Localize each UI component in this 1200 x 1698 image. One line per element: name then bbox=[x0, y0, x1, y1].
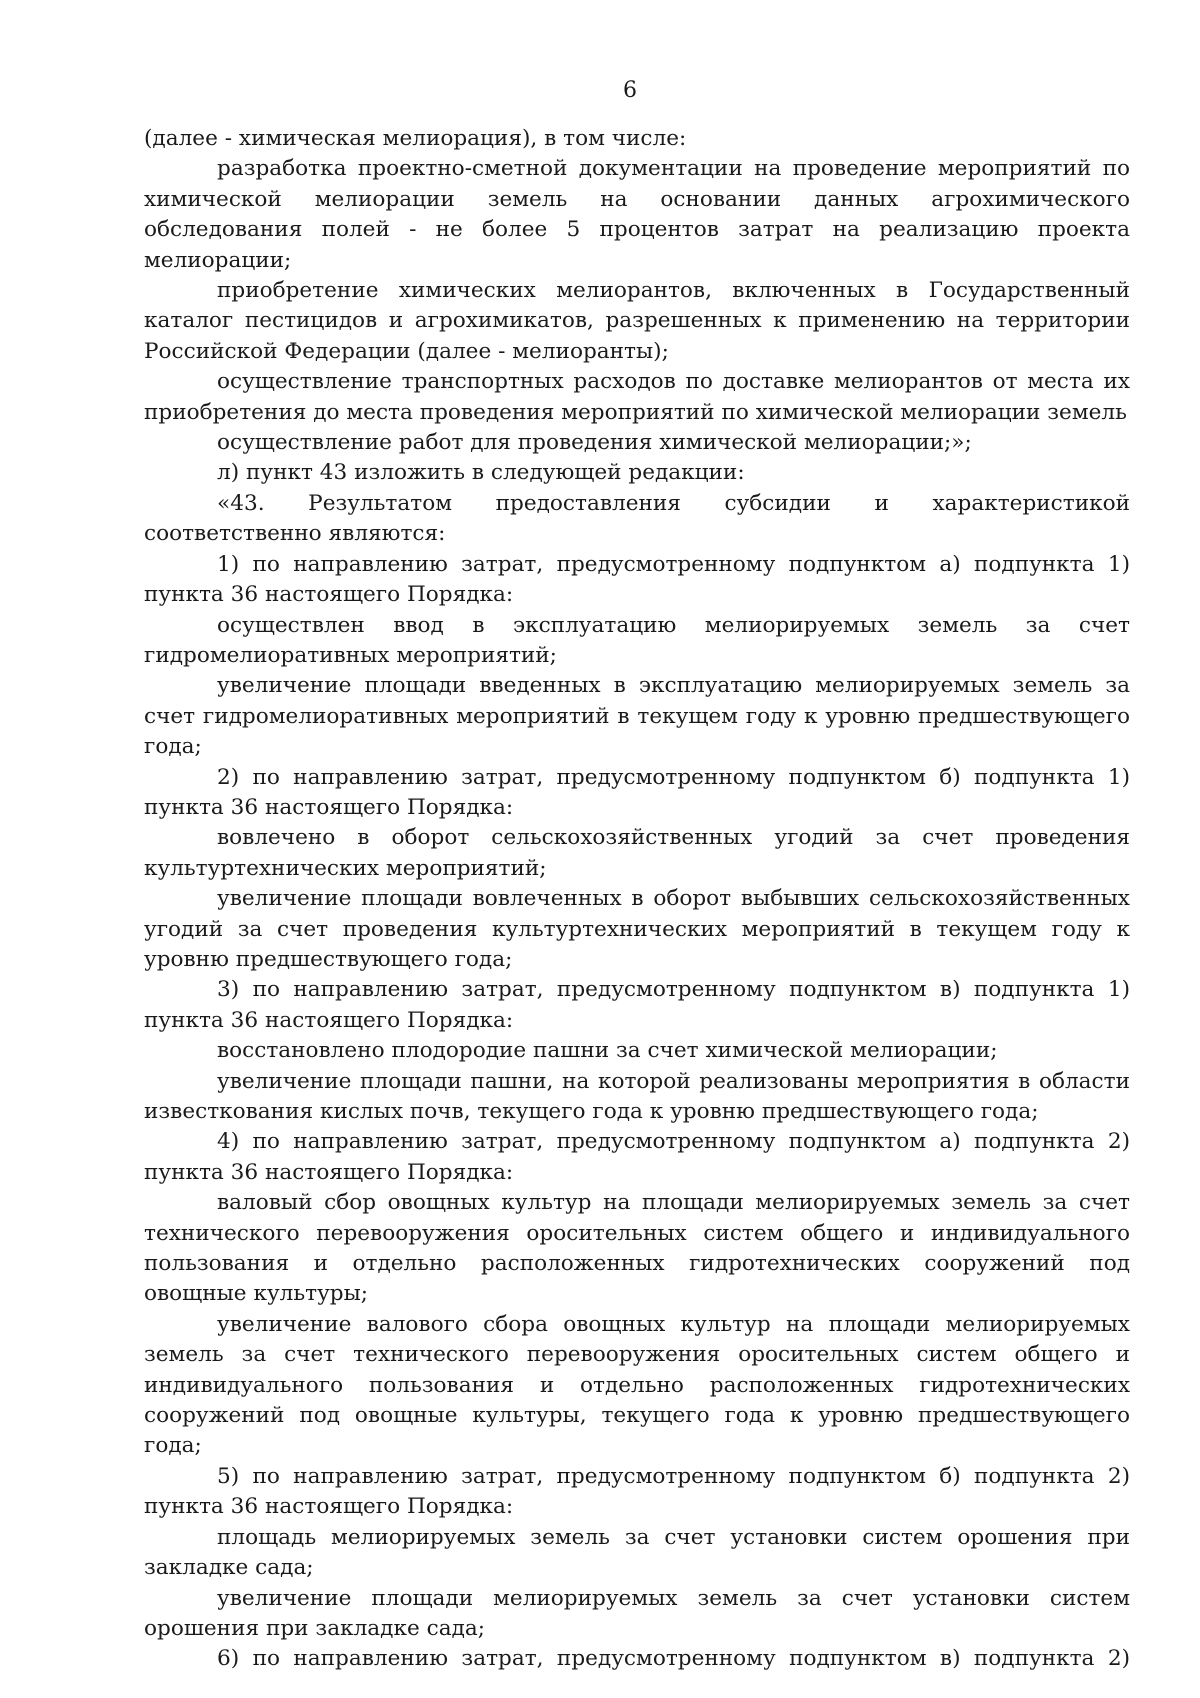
paragraph: увеличение площади мелиорируемых земель за счет установки систем орошения при закладке сада; bbox=[144, 1585, 1130, 1641]
paragraph: восстановлено плодородие пашни за счет химической мелиорации; bbox=[217, 1038, 998, 1064]
paragraph: увеличение площади вовлеченных в оборот выбывших сельскохозяйственных угодий за счет проведения культуртехнических мероприятий в текущем году к уровню предшествующего года; bbox=[144, 886, 1130, 972]
paragraph: вовлечено в оборот сельскохозяйственных угодий за счет проведения культуртехнических мероприятий; bbox=[144, 825, 1130, 881]
paragraph: «43. Результатом предоставления субсидии и характеристикой соответственно являются: bbox=[144, 490, 1130, 547]
paragraph: л) пункт 43 изложить в следующей редакции: bbox=[217, 460, 745, 486]
paragraph: осуществлен ввод в эксплуатацию мелиорируемых земель за счет гидромелиоративных мероприятий; bbox=[144, 612, 1130, 668]
document-body bbox=[144, 124, 1130, 1675]
paragraph: 2) по направлению затрат, предусмотренному подпунктом б) подпункта 1) пункта 36 настоящего Порядка: bbox=[144, 764, 1130, 820]
paragraph: 5) по направлению затрат, предусмотренному подпунктом б) подпункта 2) пункта 36 настоящего Порядка: bbox=[144, 1463, 1130, 1520]
paragraph: (далее - химическая мелиорация), в том числе: bbox=[144, 126, 687, 151]
paragraph: осуществление транспортных расходов по доставке мелиорантов от места их приобретения до места проведения мероприятий по химической мелиорации земель bbox=[144, 369, 1130, 425]
paragraph: 1) по направлению затрат, предусмотренному подпунктом а) подпункта 1) пункта 36 настоящего Порядка: bbox=[144, 551, 1130, 608]
paragraph: валовый сбор овощных культур на площади мелиорируемых земель за счет технического перевооружения оросительных систем общего и индивидуального пользования и отдельно расположенных гидротехнических сооружений под овощные культуры; bbox=[144, 1190, 1130, 1307]
paragraph: площадь мелиорируемых земель за счет установки систем орошения при закладке сада; bbox=[144, 1524, 1130, 1581]
paragraph: осуществление работ для проведения химической мелиорации;»; bbox=[217, 430, 972, 456]
paragraph: увеличение площади введенных в эксплуатацию мелиорируемых земель за счет гидромелиоративных мероприятий в текущем году к уровню предшествующего года; bbox=[144, 673, 1130, 760]
paragraph: увеличение валового сбора овощных культур на площади мелиорируемых земель за счет технического перевооружения оросительных систем общего и индивидуального пользования и отдельно расположенных гидротехнических сооружений под овощные культуры, текущего года к уровню предшествующего года; bbox=[144, 1311, 1130, 1459]
paragraph: 6) по направлению затрат, предусмотренному подпунктом в) подпункта 2) bbox=[217, 1646, 1130, 1672]
paragraph: приобретение химических мелиорантов, включенных в Государственный каталог пестицидов и агрохимикатов, разрешенных к применению на территории Российской Федерации (далее - мелиоранты); bbox=[144, 278, 1130, 364]
paragraph: 4) по направлению затрат, предусмотренному подпунктом а) подпункта 2) пункта 36 настоящего Порядка: bbox=[144, 1129, 1130, 1185]
paragraph: увеличение площади пашни, на которой реализованы мероприятия в области известкования кислых почв, текущего года к уровню предшествующего года; bbox=[144, 1068, 1130, 1124]
page-number: 6 bbox=[623, 78, 637, 103]
paragraph: 3) по направлению затрат, предусмотренному подпунктом в) подпункта 1) пункта 36 настоящего Порядка: bbox=[144, 977, 1130, 1033]
paragraph: разработка проектно-сметной документации на проведение мероприятий по химической мелиорации земель на основании данных агрохимического обследования полей - не более 5 процентов затрат на реализацию проекта мелиорации; bbox=[144, 156, 1130, 273]
